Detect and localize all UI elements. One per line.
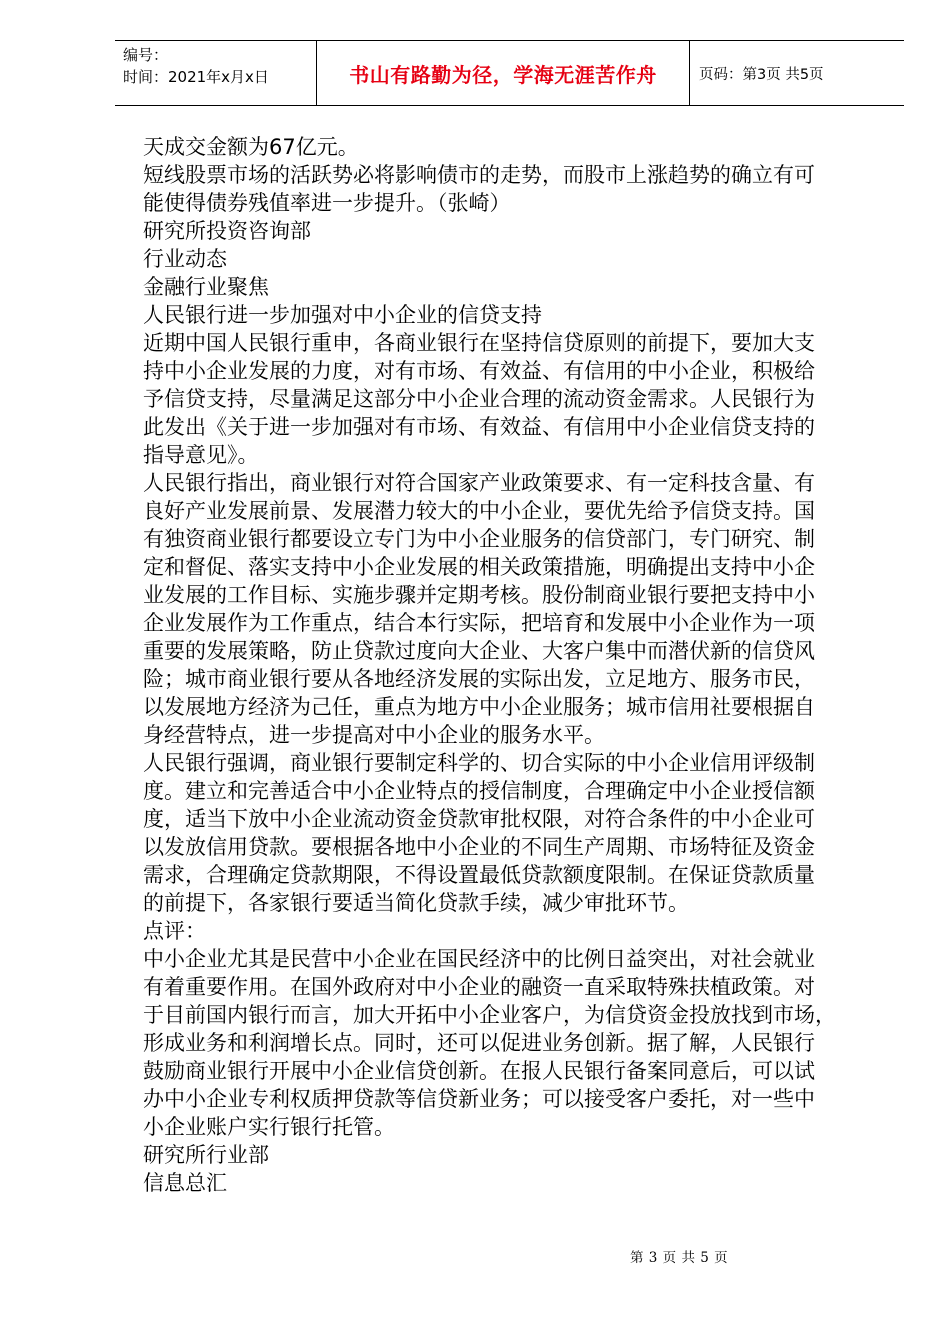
text-line: 身经营特点，进一步提高对中小企业的服务水平。 <box>143 723 605 747</box>
text-line: 近期中国人民银行重申，各商业银行在坚持信贷原则的前提下，要加大支 <box>143 331 815 355</box>
text-line: 人民银行进一步加强对中小企业的信贷支持 <box>143 303 542 327</box>
text-line: 鼓励商业银行开展中小企业信贷创新。在报人民银行备案同意后，可以试 <box>143 1059 815 1083</box>
text-line: 予信贷支持，尽量满足这部分中小企业合理的流动资金需求。人民银行为 <box>143 387 815 411</box>
text-line: 指导意见》。 <box>143 443 259 467</box>
text-line: 天成交金额为67亿元。 <box>143 135 359 159</box>
text-line: 持中小企业发展的力度，对有市场、有效益、有信用的中小企业，积极给 <box>143 359 815 383</box>
text-line: 办中小企业专利权质押贷款等信贷新业务；可以接受客户委托，对一些中 <box>143 1087 815 1111</box>
text-line: 小企业账户实行银行托管。 <box>143 1115 395 1139</box>
text-line: 研究所行业部 <box>143 1143 269 1167</box>
text-line: 度。建立和完善适合中小企业特点的授信制度，合理确定中小企业授信额 <box>143 779 815 803</box>
text-line: 的前提下，各家银行要适当简化贷款手续，减少审批环节。 <box>143 891 689 915</box>
page-footer: 第 3 页 共 5 页 <box>630 1250 729 1266</box>
text-line: 能使得债券残值率进一步提升。（张崎） <box>143 191 511 215</box>
text-line: 人民银行指出，商业银行对符合国家产业政策要求、有一定科技含量、有 <box>143 471 815 495</box>
text-line: 点评： <box>143 919 206 943</box>
header-page-info: 页码：第3页 共5页 <box>699 66 824 83</box>
text-line: 有独资商业银行都要设立专门为中小企业服务的信贷部门，专门研究、制 <box>143 527 815 551</box>
code-label: 编号： <box>123 46 169 64</box>
text-line: 此发出《关于进一步加强对有市场、有效益、有信用中小企业信贷支持的 <box>143 415 815 439</box>
text-line: 研究所投资咨询部 <box>143 219 311 243</box>
text-line: 中小企业尤其是民营中小企业在国民经济中的比例日益突出，对社会就业 <box>143 947 815 971</box>
text-line: 有着重要作用。在国外政府对中小企业的融资一直采取特殊扶植政策。对 <box>143 975 815 999</box>
text-line: 短线股票市场的活跃势必将影响债市的走势，而股市上涨趋势的确立有可 <box>143 163 815 187</box>
text-line: 人民银行强调，商业银行要制定科学的、切合实际的中小企业信用评级制 <box>143 751 815 775</box>
text-line: 业发展的工作目标、实施步骤并定期考核。股份制商业银行要把支持中小 <box>143 583 815 607</box>
page-header <box>115 40 904 106</box>
header-meta <box>115 41 316 105</box>
text-line: 以发展地方经济为己任，重点为地方中小企业服务；城市信用社要根据自 <box>143 695 815 719</box>
text-line: 需求，合理确定贷款期限，不得设置最低贷款额度限制。在保证贷款质量 <box>143 863 815 887</box>
text-line: 形成业务和利润增长点。同时，还可以促进业务创新。据了解，人民银行 <box>143 1031 815 1055</box>
text-line: 险；城市商业银行要从各地经济发展的实际出发，立足地方、服务市民， <box>143 667 815 691</box>
time-label: 时间：2021年x月x日 <box>123 68 269 86</box>
text-line: 于目前国内银行而言，加大开拓中小企业客户，为信贷资金投放找到市场， <box>143 1003 836 1027</box>
text-line: 度，适当下放中小企业流动资金贷款审批权限，对符合条件的中小企业可 <box>143 807 815 831</box>
header-motto: 书山有路勤为径，学海无涯苦作舟 <box>316 41 690 105</box>
text-line: 企业发展作为工作重点，结合本行实际，把培育和发展中小企业作为一项 <box>143 611 815 635</box>
text-line: 重要的发展策略，防止贷款过度向大企业、大客户集中而潜伏新的信贷风 <box>143 639 815 663</box>
text-line: 行业动态 <box>143 247 227 271</box>
text-line: 定和督促、落实支持中小企业发展的相关政策措施，明确提出支持中小企 <box>143 555 815 579</box>
text-line: 良好产业发展前景、发展潜力较大的中小企业，要优先给予信贷支持。国 <box>143 499 815 523</box>
document-body <box>143 133 863 1197</box>
text-line: 金融行业聚焦 <box>143 275 269 299</box>
text-line: 以发放信用贷款。要根据各地中小企业的不同生产周期、市场特征及资金 <box>143 835 815 859</box>
text-line: 信息总汇 <box>143 1171 227 1195</box>
